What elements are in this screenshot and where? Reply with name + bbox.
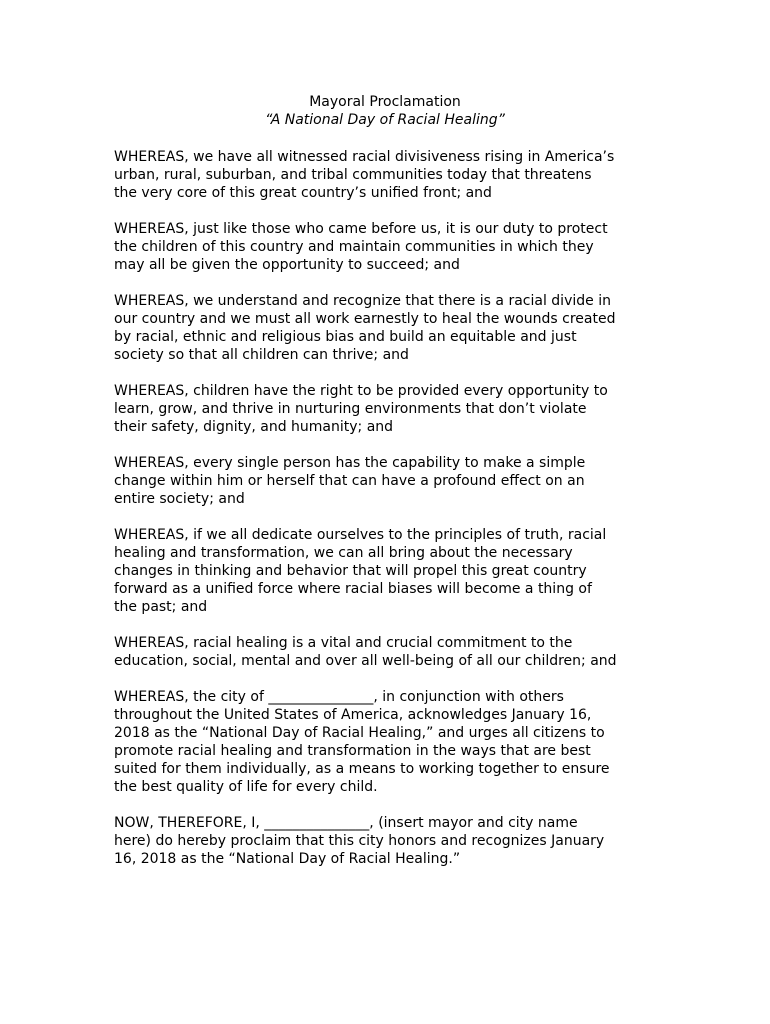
whereas-paragraph-6: WHEREAS, if we all dedicate ourselves to the principles of truth, racial healing and transformation, we can all bring about the necessary changes in thinking and behavior that will propel this great country forward as a unified force where racial biases will become a thing of the past; and: [114, 527, 607, 615]
whereas-paragraph-2: WHEREAS, just like those who came before us, it is our duty to protect the children of this country and maintain communities in which they may all be given the opportunity to succeed; and: [114, 221, 608, 273]
proclamation-title: Mayoral Proclamation: [309, 94, 461, 110]
whereas-paragraph-8: WHEREAS, the city of _______________, in conjunction with others throughout the United States of America, acknowledges January 16, 2018 as the “National Day of Racial Healing,” and urges all citizens to promote racial healing and transformation in the ways that are best suited for them individually, as a means to working together to ensure the best quality of life for every child.: [114, 689, 610, 795]
proclamation-body: [114, 148, 674, 886]
whereas-paragraph-5: WHEREAS, every single person has the capability to make a simple change within him or herself that can have a profound effect on an entire society; and: [114, 455, 586, 507]
therefore-paragraph: NOW, THEREFORE, I, _______________, (insert mayor and city name here) do hereby proclaim that this city honors and recognizes January 16, 2018 as the “National Day of Racial Healing.”: [114, 815, 605, 867]
whereas-paragraph-3: WHEREAS, we understand and recognize that there is a racial divide in our country and we must all work earnestly to heal the wounds created by racial, ethnic and religious bias and build an equitable and just society so that all children can thrive; and: [114, 293, 616, 363]
whereas-paragraph-4: WHEREAS, children have the right to be provided every opportunity to learn, grow, and thrive in nurturing environments that don’t violate their safety, dignity, and humanity; and: [114, 383, 608, 435]
whereas-paragraph-7: WHEREAS, racial healing is a vital and crucial commitment to the education, social, mental and over all well-being of all our children; and: [114, 635, 617, 669]
proclamation-subtitle: “A National Day of Racial Healing”: [265, 112, 505, 128]
whereas-paragraph-1: WHEREAS, we have all witnessed racial divisiveness rising in America’s urban, rural, suburban, and tribal communities today that threatens the very core of this great country’s unified front; and: [114, 149, 615, 201]
